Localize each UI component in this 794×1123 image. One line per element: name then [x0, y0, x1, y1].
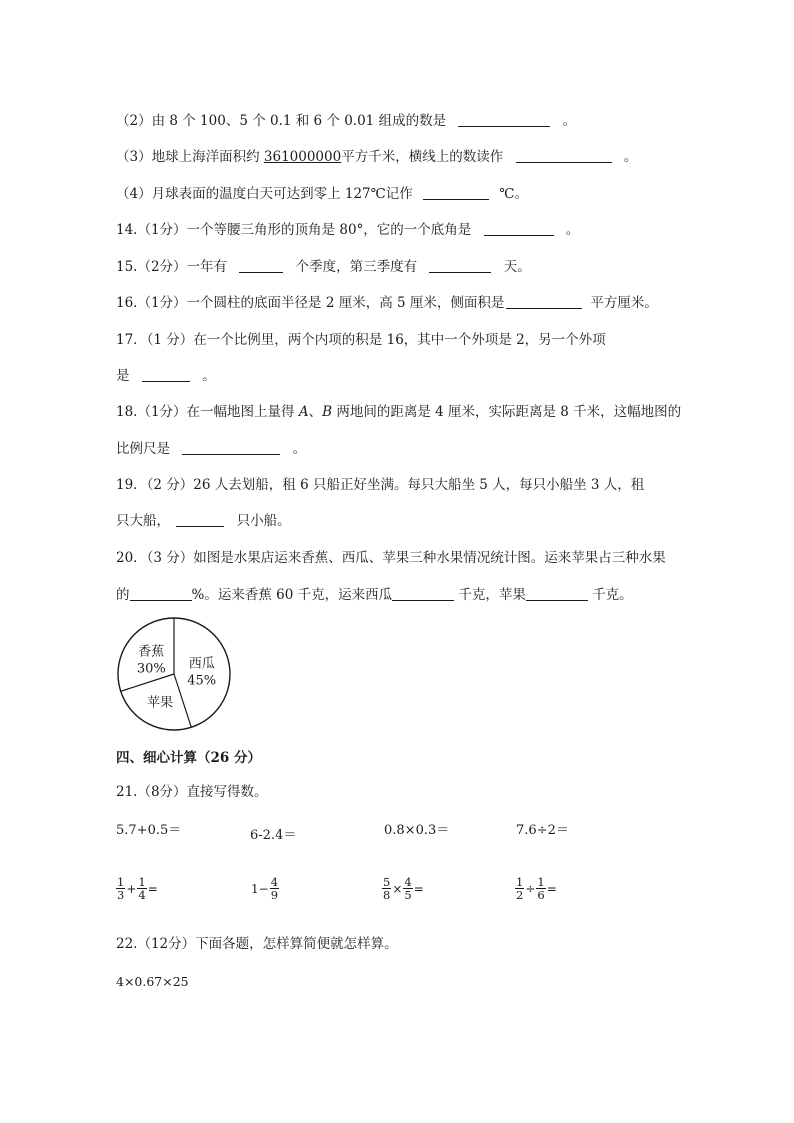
question-19-cont: 只大船， 只小船。	[116, 513, 291, 529]
question-15: 15.（2分）一年有 个季度，第三季度有 天。	[116, 259, 531, 275]
answer-blank[interactable]	[484, 221, 554, 236]
question-18-cont: 比例尺是 。	[116, 441, 307, 457]
question-19: 19．（2 分）26 人去划船，租 6 只船正好坐满。每只大船坐 5 人，每只小船坐 3 人，租	[116, 477, 645, 493]
pie-value-label-1: 45%	[187, 673, 217, 689]
answer-blank[interactable]	[239, 258, 283, 273]
question-21-title: 21.（8分）直接写得数。	[116, 784, 268, 800]
question-20: 20．（3 分）如图是水果店运来香蕉、西瓜、苹果三种水果情况统计图。运来苹果占三种水果	[116, 550, 666, 566]
calc-expression: 4×0.67×25	[116, 974, 189, 989]
calc-item: 7.6÷2＝	[516, 823, 569, 838]
fraction: $\frac{1}{2}$	[516, 875, 524, 902]
question-16: 16.（1分）一个圆柱的底面半径是 2 厘米，高 5 厘米，侧面积是 平方厘米。	[116, 295, 658, 311]
fraction-calc-item: 1− $\frac{4}{9}$	[251, 875, 279, 902]
answer-blank[interactable]	[506, 294, 582, 309]
fraction: $\frac{1}{6}$	[537, 875, 545, 902]
answer-blank[interactable]	[526, 586, 588, 601]
fraction: $\frac{4}{9}$	[270, 875, 279, 902]
question-17-cont: 是 。	[116, 368, 216, 384]
answer-blank[interactable]	[392, 586, 454, 601]
fraction: $\frac{5}{8}$	[383, 875, 391, 902]
fraction-calc-item: $\frac{5}{8}$ × $\frac{4}{5}$ =	[383, 875, 424, 902]
answer-blank[interactable]	[458, 112, 550, 127]
question-14: 14.（1分）一个等腰三角形的顶角是 80°，它的一个底角是 。	[116, 222, 580, 238]
calc-item: 6-2.4＝	[250, 828, 297, 843]
pie-label-3: 香蕉	[138, 644, 165, 660]
answer-blank[interactable]	[516, 148, 612, 163]
answer-blank[interactable]	[429, 258, 491, 273]
question-22-title: 22.（12分）下面各题，怎样算简便就怎样算。	[116, 936, 398, 952]
pie-label-1: 西瓜	[188, 656, 215, 672]
question-20-cont: 的 %。运来香蕉 60 千克，运来西瓜 千克，苹果 千克。	[116, 587, 633, 603]
q13-part4: （4）月球表面的温度白天可达到零上 127℃记作 ℃。	[116, 186, 528, 202]
calc-item: 5.7+0.5＝	[116, 823, 182, 838]
fraction: $\frac{1}{3}$	[117, 875, 125, 902]
answer-blank[interactable]	[423, 185, 489, 200]
fraction: $\frac{4}{5}$	[404, 875, 412, 902]
answer-blank[interactable]	[182, 440, 280, 455]
q13-part2: （2）由 8 个 100、5 个 0.1 和 6 个 0.01 组成的数是 。	[116, 113, 577, 129]
underlined-number: 361000000	[263, 149, 342, 165]
fraction: $\frac{1}{4}$	[138, 875, 146, 902]
fraction-calc-item: $\frac{1}{2}$ ÷ $\frac{1}{6}$ =	[516, 875, 557, 902]
fraction-calc-item: $\frac{1}{3}$ + $\frac{1}{4}$ =	[117, 875, 158, 902]
q13-part3: （3）地球上海洋面积约 361000000平方千米，横线上的数读作 。	[116, 149, 638, 165]
answer-blank[interactable]	[142, 367, 190, 382]
fruit-pie-chart	[114, 614, 234, 734]
pie-label-2: 苹果	[146, 695, 174, 711]
calc-item: 0.8×0.3＝	[384, 823, 450, 838]
pie-value-label-3: 30%	[136, 661, 166, 677]
answer-blank[interactable]	[176, 512, 224, 527]
answer-blank[interactable]	[130, 586, 192, 601]
section-heading: 四、细心计算（26 分）	[116, 750, 261, 766]
question-17: 17．（1 分）在一个比例里，两个内项的积是 16，其中一个外项是 2，另一个外项	[116, 332, 606, 348]
question-18: 18.（1分）在一幅地图上量得 A、B 两地间的距离是 4 厘米，实际距离是 8 千米，这幅地图的	[116, 404, 682, 420]
